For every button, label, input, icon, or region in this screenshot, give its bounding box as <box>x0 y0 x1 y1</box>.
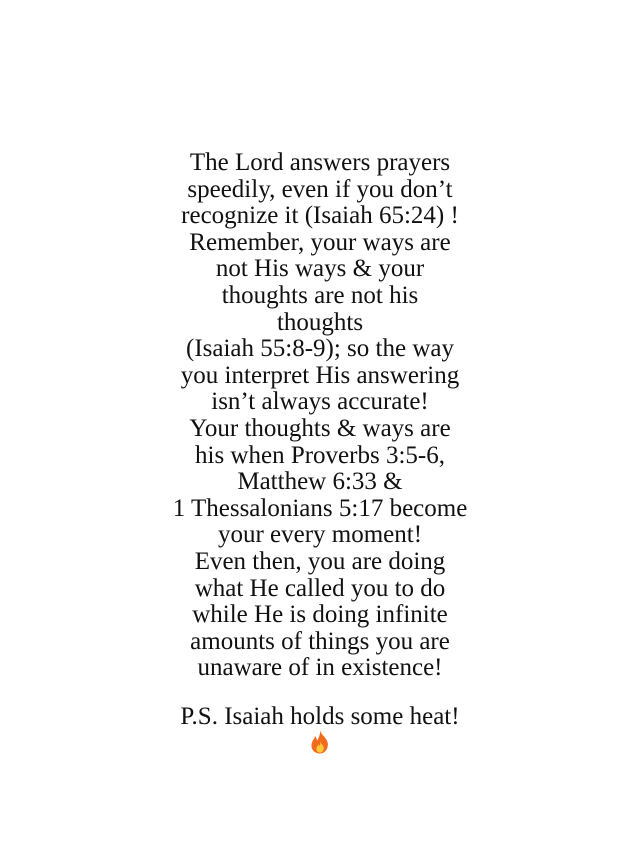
post-line: thoughts are not his <box>221 281 419 309</box>
post-line: 1 Thessalonians 5:17 become <box>172 494 468 522</box>
post-line: unaware of in existence! <box>197 654 443 682</box>
post-line: while He is doing infinite <box>192 601 448 629</box>
post-line: your every moment! <box>217 521 423 549</box>
post-line: Your thoughts & ways are <box>189 414 451 442</box>
post-line: what He called you to do <box>194 574 446 602</box>
post-line: amounts of things you are <box>190 627 450 655</box>
fire-icon <box>308 729 332 755</box>
post-line: Remember, your ways are <box>189 228 451 256</box>
post-line: speedily, even if you don’t <box>187 175 453 203</box>
post-body <box>0 150 640 682</box>
post-line: Matthew 6:33 & <box>237 468 403 496</box>
post-line: The Lord answers prayers <box>189 149 451 176</box>
post-line: you interpret His answering <box>180 361 460 389</box>
post-line: thoughts <box>276 308 364 336</box>
postscript: P.S. Isaiah holds some heat! <box>180 703 460 730</box>
post-line: (Isaiah 55:8-9); so the way <box>186 335 454 363</box>
post-line: recognize it (Isaiah 65:24) ! <box>181 202 459 230</box>
post-line: his when Proverbs 3:5-6, <box>195 441 445 469</box>
post-line: Even then, you are doing <box>194 547 446 575</box>
post-line: not His ways & your <box>215 255 425 283</box>
post-line: isn’t always accurate! <box>211 388 429 416</box>
